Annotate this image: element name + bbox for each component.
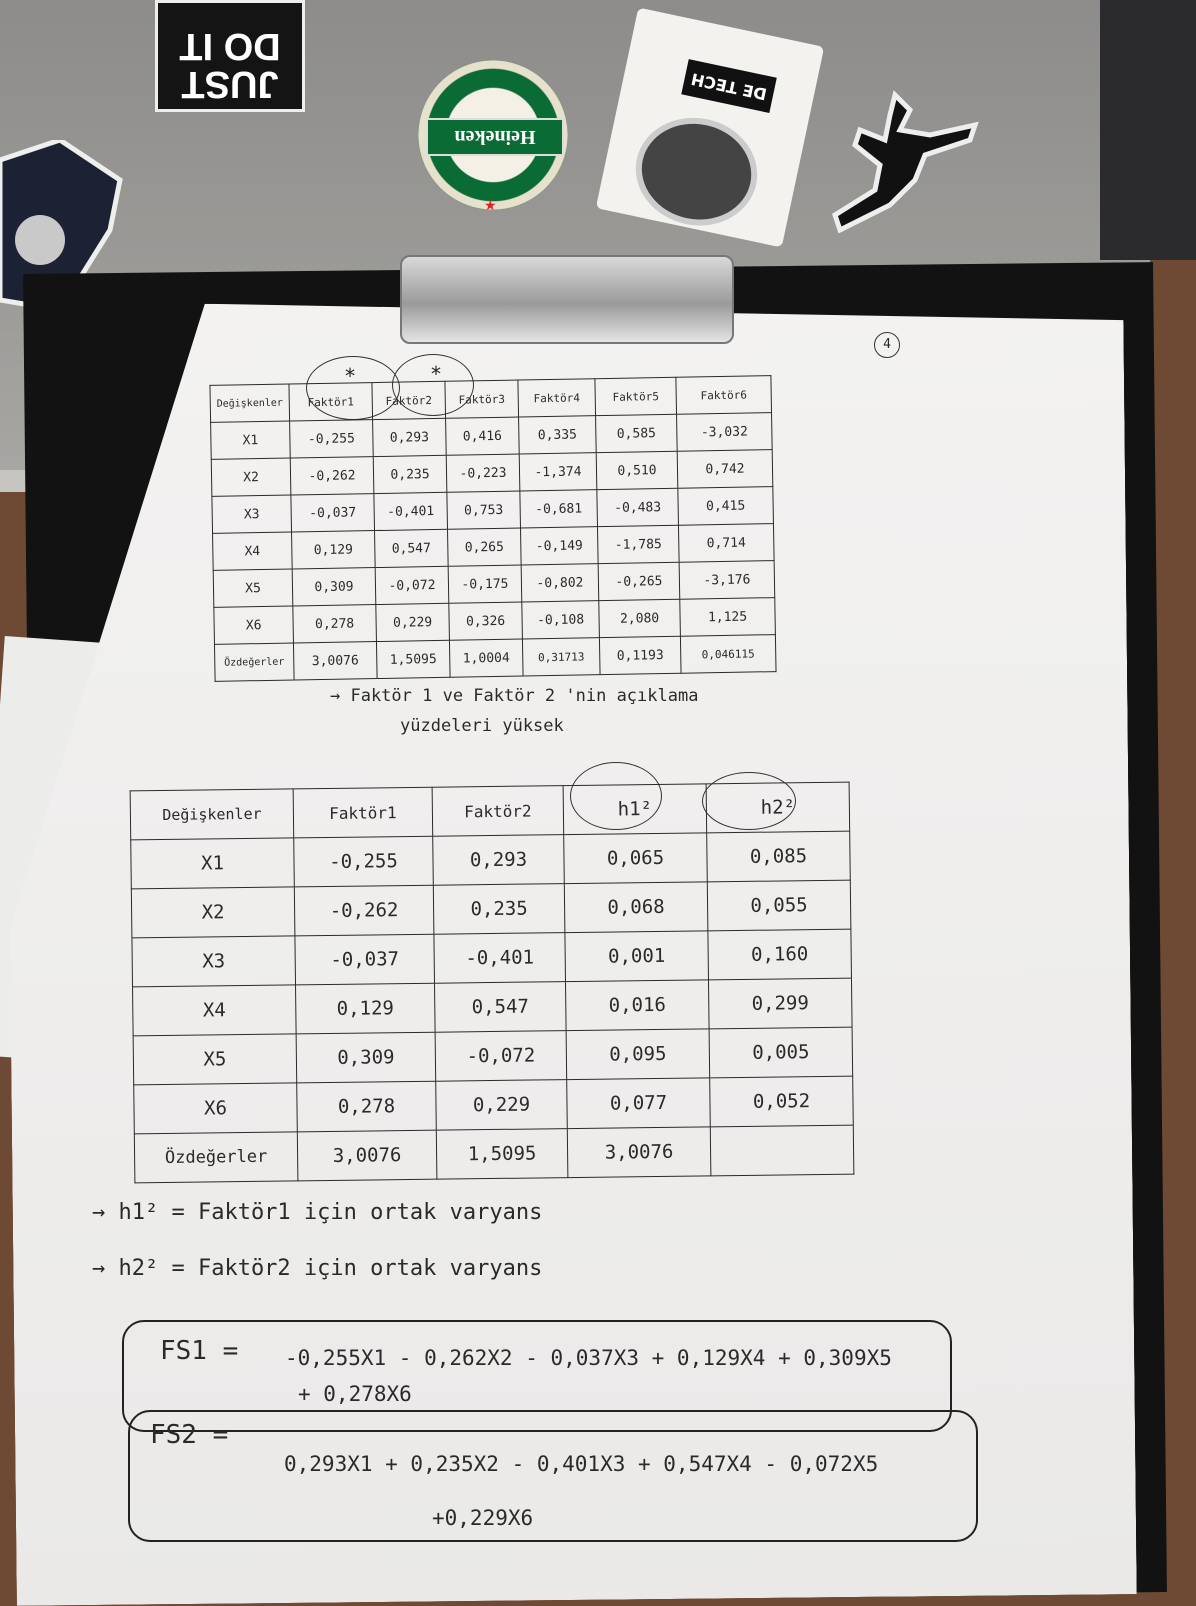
table-cell: X2 xyxy=(211,458,291,496)
table-cell: 0,714 xyxy=(678,524,774,563)
table-cell: X3 xyxy=(212,495,292,533)
table-cell: 1,5095 xyxy=(376,640,450,678)
table-cell: X5 xyxy=(133,1034,297,1085)
table-header: Faktör5 xyxy=(595,377,677,415)
heineken-sticker xyxy=(418,60,568,214)
table-header: Faktör1 xyxy=(289,383,373,421)
table-cell: Özdeğerler xyxy=(214,643,294,681)
table-cell: X1 xyxy=(131,838,295,889)
note-line-2: yüzdeleri yüksek xyxy=(400,716,564,736)
table-cell: 0,742 xyxy=(677,450,773,489)
table-cell: 0,510 xyxy=(596,451,678,489)
table-header: Değişkenler xyxy=(130,789,294,840)
table-cell: 0,547 xyxy=(435,982,567,1033)
table-cell: 0,085 xyxy=(707,831,851,882)
table-cell: 0,129 xyxy=(296,983,436,1034)
table-cell: X4 xyxy=(213,532,293,570)
table-header: Faktör2 xyxy=(372,381,446,419)
table-cell: -0,401 xyxy=(374,492,448,530)
factor-table-summary xyxy=(130,782,855,1184)
table-cell: 0,001 xyxy=(565,931,709,982)
table-row xyxy=(131,880,851,938)
table-cell: 0,129 xyxy=(292,531,376,569)
jumpman-sticker xyxy=(800,85,980,235)
table-cell: 0,068 xyxy=(564,882,708,933)
table-header: h2² xyxy=(706,782,850,833)
table-row xyxy=(134,1125,854,1183)
table-header: Faktör6 xyxy=(676,376,772,415)
table-cell: 0,095 xyxy=(566,1029,710,1080)
note-line-1: → Faktör 1 ve Faktör 2 'nin açıklama xyxy=(330,686,699,706)
table-cell: 0,415 xyxy=(678,487,774,526)
table-cell: -3,176 xyxy=(679,561,775,600)
table-cell: 0,229 xyxy=(376,603,450,641)
table-cell: X3 xyxy=(132,936,296,987)
table-cell: 0,31713 xyxy=(522,638,600,676)
page-number: 4 xyxy=(874,332,900,358)
table-cell: 0,077 xyxy=(567,1078,711,1129)
table-header: h1² xyxy=(563,784,707,835)
table-row xyxy=(133,1027,853,1085)
table-cell: 0,753 xyxy=(447,491,521,529)
table-cell: X2 xyxy=(131,887,295,938)
table-cell: 1,0004 xyxy=(449,639,523,677)
table-cell: X6 xyxy=(134,1083,298,1134)
definition-h1: → h1² = Faktör1 için ortak varyans xyxy=(92,1200,543,1225)
fs2-line2: +0,229X6 xyxy=(432,1506,534,1530)
table-cell: 0,326 xyxy=(449,602,523,640)
table-cell: -1,785 xyxy=(597,525,679,563)
table-cell: -0,401 xyxy=(434,933,566,984)
table-cell: 0,293 xyxy=(433,835,565,886)
clipboard-clip xyxy=(400,255,734,344)
table-cell: -0,265 xyxy=(598,562,680,600)
table-header-row xyxy=(130,782,850,840)
table-cell: 0,160 xyxy=(708,929,852,980)
table-cell: 0,416 xyxy=(446,417,520,455)
table-cell: 0,1193 xyxy=(599,636,681,674)
table-cell xyxy=(710,1125,854,1176)
fs2-label: FS2 = xyxy=(150,1420,229,1450)
star-mark-2: * xyxy=(430,362,443,386)
just-do-it-text: JUST DO IT xyxy=(179,25,281,105)
table-row xyxy=(131,831,851,889)
fs2-box xyxy=(128,1410,978,1542)
table-cell: -0,802 xyxy=(521,564,599,602)
table-cell: 0,265 xyxy=(448,528,522,566)
table-cell: -0,149 xyxy=(520,527,598,565)
table-cell: 0,005 xyxy=(709,1027,853,1078)
table-cell: X4 xyxy=(133,985,297,1036)
factor-table-full xyxy=(209,375,776,682)
table-cell: 0,235 xyxy=(373,455,447,493)
table-cell: -0,262 xyxy=(290,457,374,495)
table-header: Faktör3 xyxy=(445,380,519,418)
table-header: Faktör2 xyxy=(432,786,564,837)
table-cell: 3,0076 xyxy=(297,1130,437,1181)
table-cell: 0,229 xyxy=(436,1080,568,1131)
table-cell: -1,374 xyxy=(519,453,597,491)
table-cell: 0,585 xyxy=(596,414,678,452)
table-cell: -0,483 xyxy=(597,488,679,526)
fs1-line1: -0,255X1 - 0,262X2 - 0,037X3 + 0,129X4 + 0,309X5 xyxy=(285,1346,892,1370)
table-cell: 0,293 xyxy=(373,418,447,456)
table-cell: 0,547 xyxy=(375,529,449,567)
table-cell: 0,299 xyxy=(708,978,852,1029)
table-cell: -3,032 xyxy=(677,413,773,452)
table-cell: 0,278 xyxy=(297,1081,437,1132)
table-cell: -0,262 xyxy=(294,885,434,936)
table-cell: -0,108 xyxy=(522,601,600,639)
table-row xyxy=(134,1076,854,1134)
table-cell: 0,309 xyxy=(292,568,376,606)
table-cell: X1 xyxy=(211,421,291,459)
table-row xyxy=(132,929,852,987)
table-cell: -0,072 xyxy=(435,1031,567,1082)
table-cell: X6 xyxy=(214,606,294,644)
table-cell: -0,255 xyxy=(290,420,374,458)
table-cell: 1,125 xyxy=(680,598,776,637)
table-row xyxy=(133,978,853,1036)
table-cell: -0,255 xyxy=(294,836,434,887)
table-cell: -0,037 xyxy=(291,494,375,532)
table-cell: -0,223 xyxy=(446,454,520,492)
table-cell: 0,309 xyxy=(296,1032,436,1083)
table-cell: 0,055 xyxy=(707,880,851,931)
table-cell: 0,016 xyxy=(565,980,709,1031)
table-cell: 0,046115 xyxy=(680,635,776,674)
table-cell: 0,052 xyxy=(710,1076,854,1127)
table-cell: 0,335 xyxy=(519,416,597,454)
gear-icon xyxy=(626,107,768,237)
definition-h2: → h2² = Faktör2 için ortak varyans xyxy=(92,1256,543,1281)
tech-card-label: DE TECH xyxy=(681,59,777,113)
fs1-label: FS1 = xyxy=(160,1336,239,1366)
fs2-line1: 0,293X1 + 0,235X2 - 0,401X3 + 0,547X4 - 0,072X5 xyxy=(284,1452,879,1476)
table-cell: 1,5095 xyxy=(436,1129,568,1180)
table-cell: 0,278 xyxy=(293,605,377,643)
table-cell: 0,065 xyxy=(564,833,708,884)
table-cell: -0,175 xyxy=(448,565,522,603)
table-cell: 3,0076 xyxy=(293,642,377,680)
dark-object xyxy=(1100,0,1196,260)
heineken-star-icon: ★ xyxy=(484,198,497,214)
table-cell: -0,681 xyxy=(520,490,598,528)
table-cell: -0,072 xyxy=(375,566,449,604)
table-header: Faktör1 xyxy=(293,787,433,838)
table-cell: 3,0076 xyxy=(567,1127,711,1178)
table-cell: -0,037 xyxy=(295,934,435,985)
fs1-line2: + 0,278X6 xyxy=(298,1382,412,1406)
table-header: Değişkenler xyxy=(210,384,290,422)
table-header: Faktör4 xyxy=(518,379,596,417)
table-cell: 0,235 xyxy=(433,884,565,935)
just-do-it-sticker xyxy=(155,0,305,112)
table-cell: X5 xyxy=(213,569,293,607)
star-mark-1: * xyxy=(344,364,357,388)
table-cell: Özdeğerler xyxy=(134,1132,298,1183)
table-cell: 2,080 xyxy=(599,599,681,637)
heineken-label: Heineken xyxy=(426,118,564,156)
